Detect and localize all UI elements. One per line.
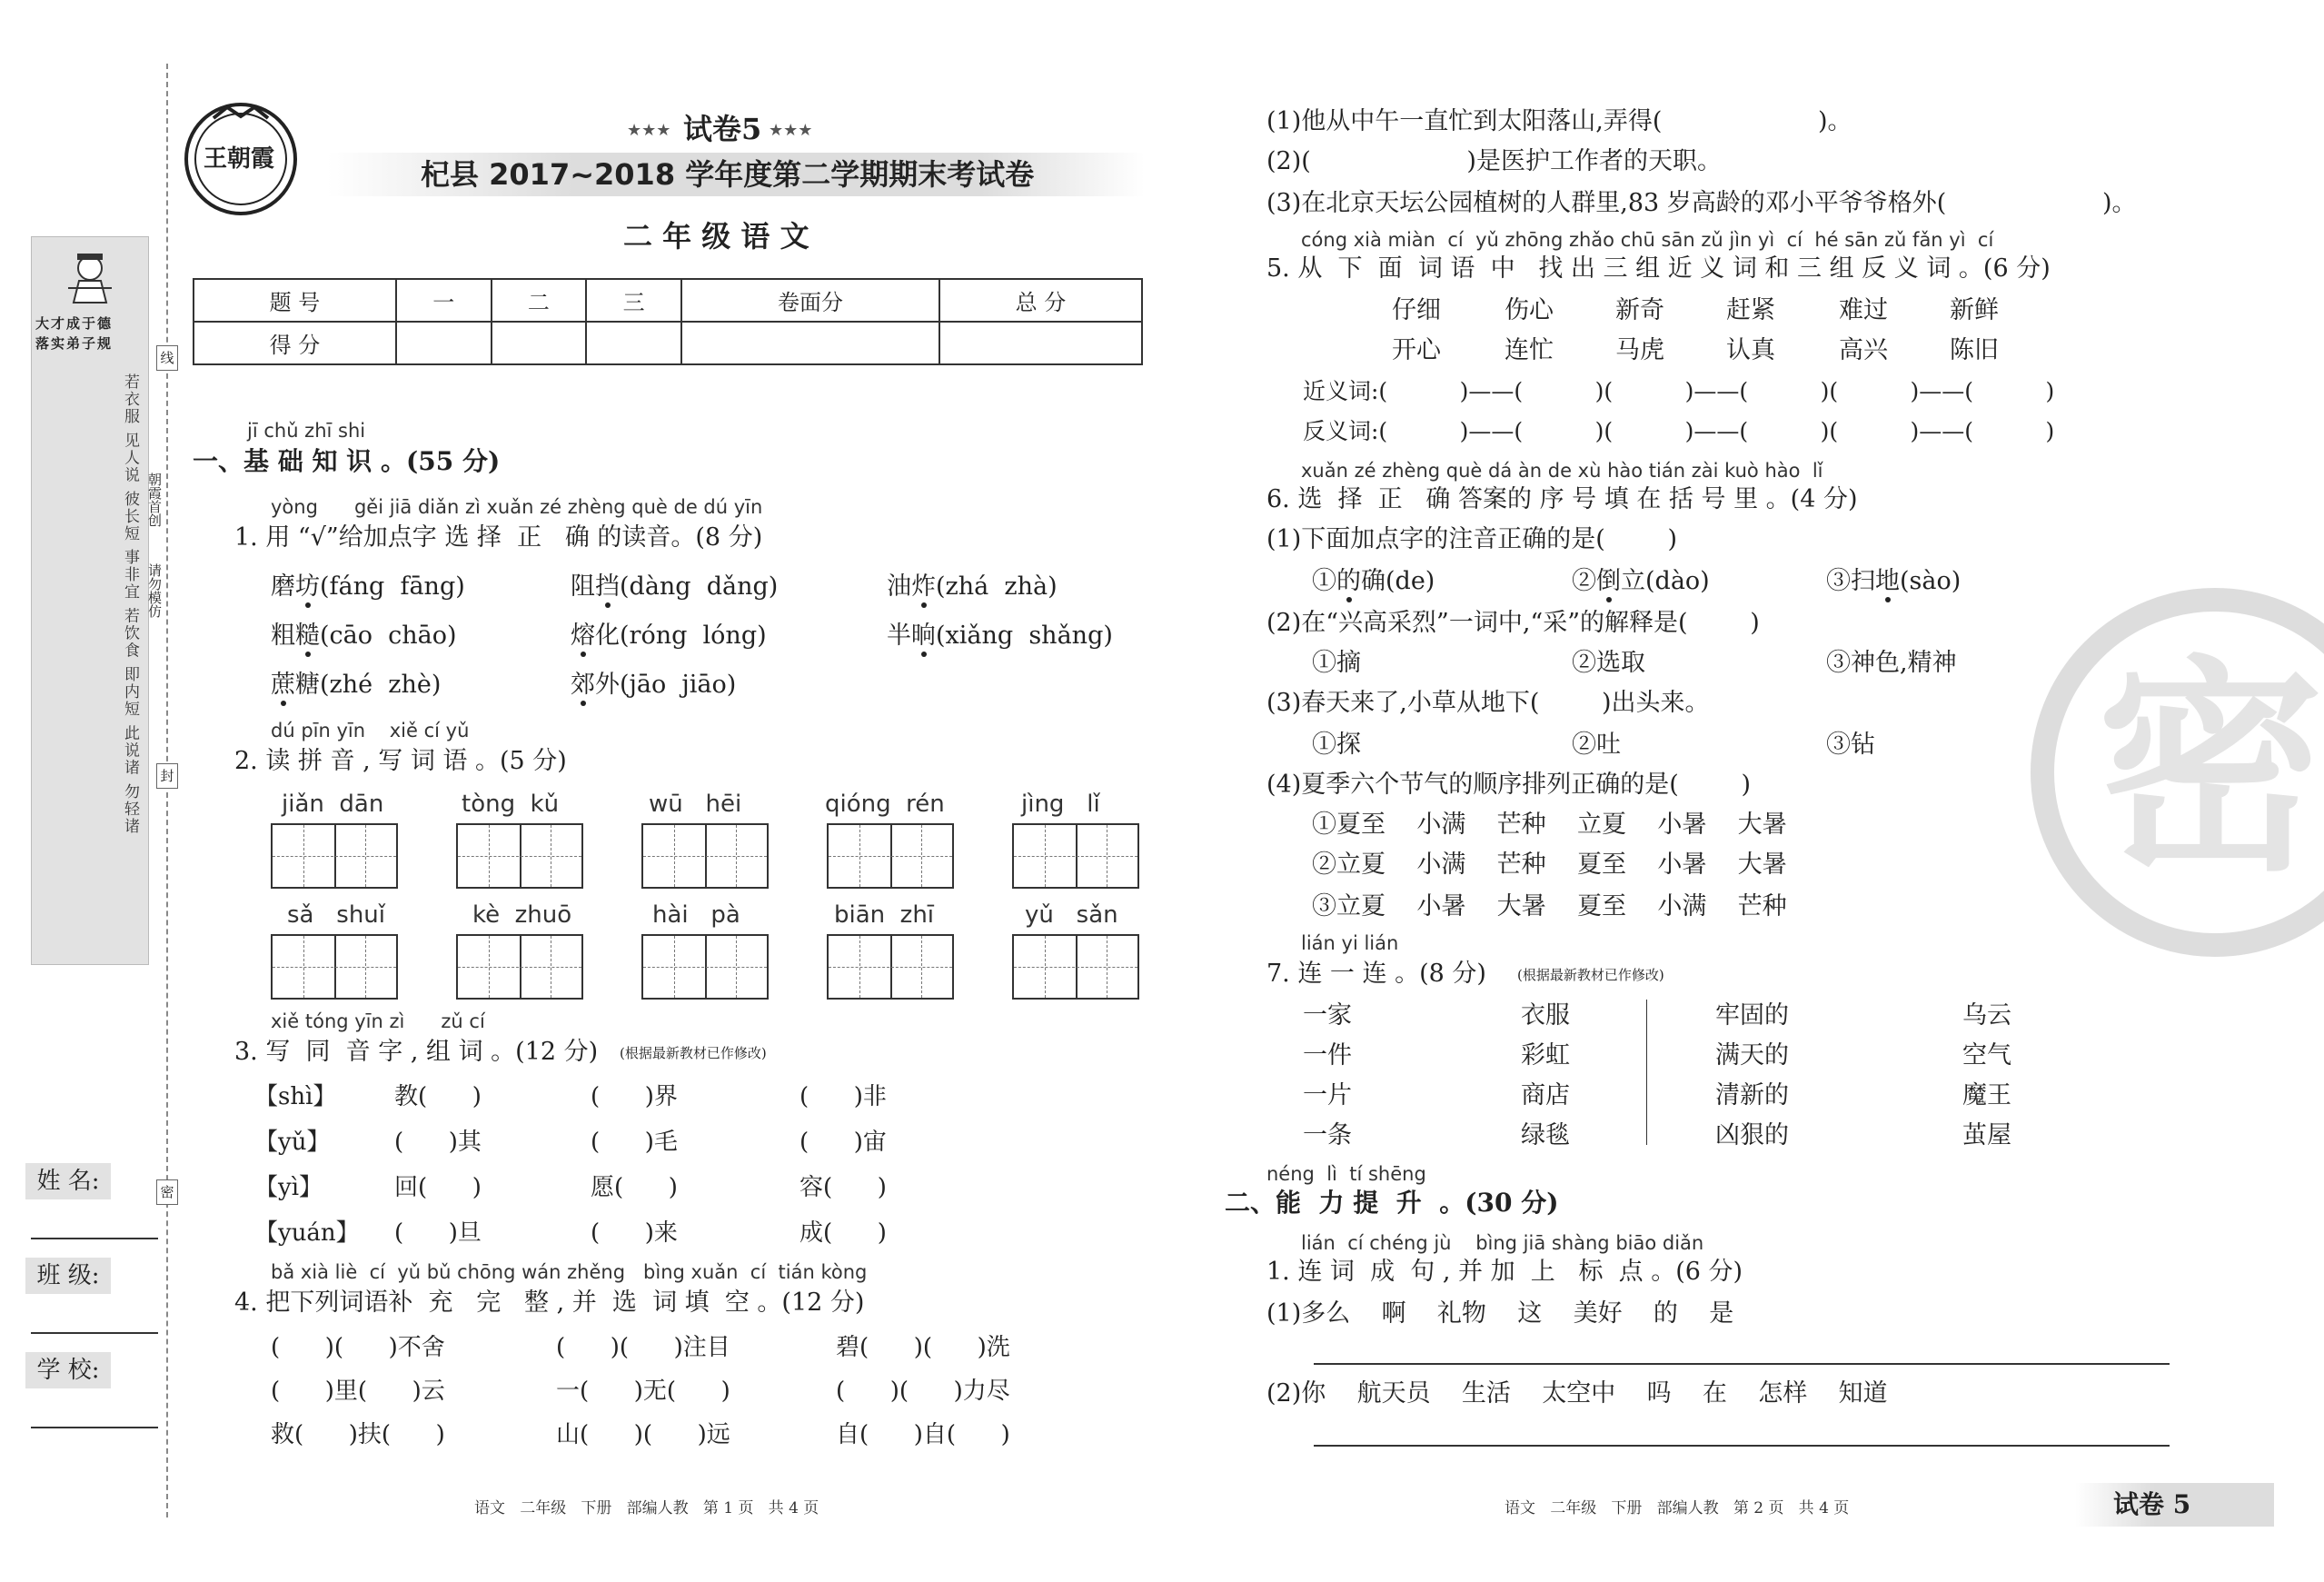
- q3-pinyin-label: 【shì】: [254, 1083, 337, 1110]
- fill-sentence[interactable]: (2)( )是医护工作者的天职。: [1266, 147, 1722, 175]
- q5-word: 难过: [1839, 296, 1888, 324]
- name-field[interactable]: [31, 1238, 158, 1239]
- match-item[interactable]: 一条: [1303, 1121, 1352, 1149]
- match-item[interactable]: 满天的: [1715, 1041, 1789, 1070]
- q3-blank[interactable]: ( )宙: [799, 1129, 887, 1156]
- writing-grid[interactable]: [641, 823, 769, 889]
- writing-grid[interactable]: [827, 934, 954, 1000]
- exam-series: 试卷5: [683, 112, 762, 146]
- match-item[interactable]: 彩虹: [1521, 1041, 1570, 1070]
- sidebar-motto-top: 大才成于德: [35, 315, 114, 332]
- q6-option[interactable]: ①夏至 小满 芒种 立夏 小暑 大暑: [1312, 811, 1787, 839]
- cut-mark-seal: 封: [156, 763, 178, 789]
- writing-grid[interactable]: [1012, 823, 1139, 889]
- q3-title: 3. 写 同 音 字 , 组 词 。(12 分): [234, 1038, 599, 1066]
- q1-item: 蔗糖(zhé zhè): [271, 671, 442, 699]
- part2-title: 二、能 力 提 升 。(30 分): [1225, 1188, 1559, 1218]
- side-note-2: 请勿模仿: [146, 563, 163, 618]
- logo: [182, 100, 300, 218]
- score-table: [193, 278, 1143, 365]
- q6-option[interactable]: ③神色,精神: [1826, 649, 1957, 677]
- q5-word: 伤心: [1505, 296, 1554, 324]
- q6-stem[interactable]: (4)夏季六个节气的顺序排列正确的是( ): [1266, 771, 1751, 799]
- writing-grid[interactable]: [271, 823, 398, 889]
- antonym-row[interactable]: 反义词:( )——( )( )——( )( )——( ): [1303, 418, 2055, 444]
- q2-title: 2. 读 拼 音 , 写 词 语 。(5 分): [234, 747, 567, 775]
- fill-sentence[interactable]: (3)在北京天坛公园植树的人群里,83 岁高龄的邓小平爷爷格外( )。: [1266, 189, 2137, 217]
- q2-pinyin: dú pīn yīn xiě cí yǔ: [271, 720, 470, 741]
- corner-badge-text: 试卷 5: [2113, 1489, 2191, 1519]
- match-item[interactable]: 衣服: [1521, 1001, 1570, 1030]
- q3-blank[interactable]: ( )其: [394, 1129, 482, 1156]
- q6-option[interactable]: ①摘: [1312, 649, 1361, 677]
- q3-pinyin-label: 【yǔ】: [254, 1129, 331, 1156]
- q3-blank[interactable]: 愿( ): [591, 1174, 678, 1201]
- q6-option[interactable]: ③立夏 小暑 大暑 夏至 小满 芒种: [1312, 892, 1787, 920]
- q4-blank[interactable]: ( )( )注目: [556, 1334, 730, 1361]
- match-item[interactable]: 清新的: [1715, 1081, 1789, 1109]
- school-label: 学 校:: [25, 1352, 111, 1388]
- q3-blank[interactable]: ( )非: [799, 1083, 887, 1110]
- verse: 事非宜: [121, 549, 139, 602]
- q3-blank[interactable]: 教( ): [394, 1083, 482, 1110]
- q6-pinyin: xuǎn zé zhèng què dá àn de xù hào tián zài kuò hào lǐ: [1301, 460, 1823, 482]
- score-header-cell: 二: [492, 279, 587, 322]
- q3-note: (根据最新教材已作修改): [620, 1045, 767, 1061]
- p2q1-title: 1. 连 词 成 句 , 并 加 上 标 点 。(6 分): [1266, 1258, 1743, 1286]
- q2-pinyin-cell: kè zhuō: [472, 901, 572, 929]
- q2-pinyin-cell: biān zhī: [834, 901, 935, 929]
- q7-note: (根据最新教材已作修改): [1517, 967, 1664, 983]
- q4-blank[interactable]: 自( )自( ): [836, 1421, 1010, 1448]
- q2-pinyin-cell: jìng lǐ: [1021, 791, 1100, 818]
- q5-word: 仔细: [1392, 296, 1441, 324]
- score-row-label: 得 分: [194, 322, 396, 364]
- q5-word: 赶紧: [1726, 296, 1775, 324]
- q3-blank[interactable]: ( )毛: [591, 1129, 678, 1156]
- q5-word: 高兴: [1839, 336, 1888, 364]
- secret-seal-watermark: [2024, 582, 2324, 963]
- score-value-row: [194, 322, 1142, 364]
- match-item[interactable]: 一件: [1303, 1041, 1352, 1070]
- q2-pinyin-cell: tòng kǔ: [462, 791, 560, 818]
- q3-blank[interactable]: ( )界: [591, 1083, 678, 1110]
- q3-pinyin-label: 【yuán】: [254, 1219, 360, 1247]
- match-item[interactable]: 牢固的: [1715, 1001, 1789, 1030]
- writing-grid[interactable]: [827, 823, 954, 889]
- verse: 若饮食: [121, 607, 139, 660]
- q6-option[interactable]: ③钻: [1826, 731, 1875, 759]
- q5-pinyin: cóng xià miàn cí yǔ zhōng zhǎo chū sān zǔ jìn yì cí hé sān zǔ fǎn yì cí: [1301, 229, 1994, 251]
- writing-grid[interactable]: [1012, 934, 1139, 1000]
- verse: 见人说: [121, 432, 139, 484]
- sidebar-panel: [31, 236, 149, 965]
- q5-word: 马虎: [1615, 336, 1664, 364]
- q4-blank[interactable]: ( )( )不舍: [271, 1334, 445, 1361]
- sidebar-verses: [41, 373, 139, 955]
- part2-pinyin: néng lì tí shēng: [1266, 1163, 1426, 1185]
- score-cell[interactable]: [396, 322, 492, 364]
- q6-stem[interactable]: (3)春天来了,小草从地下( )出头来。: [1266, 689, 1710, 717]
- verse: 此说诸: [121, 724, 139, 777]
- writing-grid[interactable]: [456, 823, 583, 889]
- cut-mark-line: 线: [156, 345, 178, 371]
- q1-item: 半晌(xiǎng shǎng): [887, 622, 1113, 650]
- answer-line[interactable]: [1314, 1363, 2170, 1365]
- answer-line[interactable]: [1314, 1445, 2170, 1447]
- score-header-row: [194, 279, 1142, 322]
- match-item[interactable]: 魔王: [1962, 1081, 2011, 1109]
- q2-pinyin-cell: qióng rén: [825, 791, 945, 818]
- match-item[interactable]: 商店: [1521, 1081, 1570, 1109]
- part1-pinyin: jī chǔ zhī shi: [247, 420, 366, 442]
- match-item[interactable]: 茧屋: [1962, 1121, 2011, 1149]
- q7-title: 7. 连 一 连 。(8 分): [1266, 960, 1486, 988]
- writing-grid[interactable]: [456, 934, 583, 1000]
- score-header-cell: 总 分: [939, 279, 1142, 322]
- q1-item: 油炸(zhá zhà): [887, 572, 1058, 601]
- q4-blank[interactable]: ( )( )力尽: [836, 1378, 1010, 1405]
- part1-title: 一、基 础 知 识 。(55 分): [193, 446, 501, 476]
- cut-line: [166, 64, 168, 1517]
- q4-blank[interactable]: 一( )无( ): [556, 1378, 730, 1405]
- q5-word: 新鲜: [1950, 296, 1999, 324]
- q1-item: 郊外(jāo jiāo): [571, 671, 737, 699]
- q6-option[interactable]: ②立夏 小满 芒种 夏至 小暑 大暑: [1312, 851, 1787, 879]
- q2-pinyin-cell: hài pà: [652, 901, 740, 929]
- p2q1-words: (2)你 航天员 生活 太空中 吗 在 怎样 知道: [1266, 1379, 1888, 1408]
- score-header-cell: 题 号: [194, 279, 396, 322]
- watermark-text: 密: [2097, 634, 2324, 901]
- logo-text: 王朝霞: [204, 145, 275, 173]
- writing-grid[interactable]: [271, 934, 398, 1000]
- q6-stem[interactable]: (1)下面加点字的注音正确的是( ): [1266, 525, 1677, 553]
- q6-option[interactable]: ③扫地(sào): [1826, 567, 1961, 595]
- side-note-1: 朝霞首创: [146, 473, 163, 527]
- q5-word: 认真: [1726, 336, 1775, 364]
- sidebar-motto-bottom: 落实弟子规: [35, 335, 114, 352]
- p2q1-pinyin: lián cí chéng jù bìng jiā shàng biāo diǎn: [1301, 1232, 1704, 1254]
- synonym-row[interactable]: 近义词:( )——( )( )——( )( )——( ): [1303, 378, 2055, 404]
- q3-blank[interactable]: 成( ): [799, 1219, 887, 1247]
- q3-blank[interactable]: ( )来: [591, 1219, 678, 1247]
- score-header-cell: 卷面分: [681, 279, 939, 322]
- footer-right: 语文 二年级 下册 部编人教 第 2 页 共 4 页: [1505, 1499, 1850, 1517]
- fill-sentence[interactable]: (1)他从中午一直忙到太阳落山,弄得( )。: [1266, 107, 1852, 135]
- school-field[interactable]: [31, 1427, 158, 1428]
- cut-mark-secret: 密: [156, 1179, 178, 1205]
- q7-divider: [1646, 1000, 1647, 1145]
- writing-grid[interactable]: [641, 934, 769, 1000]
- q3-blank[interactable]: 容( ): [799, 1174, 887, 1201]
- q2-pinyin-cell: yǔ sǎn: [1025, 901, 1118, 929]
- q5-word: 连忙: [1505, 336, 1554, 364]
- q1-item: 熔化(róng lóng): [571, 622, 767, 650]
- match-item[interactable]: 一片: [1303, 1081, 1352, 1109]
- q5-word: 新奇: [1615, 296, 1664, 324]
- match-item[interactable]: 乌云: [1962, 1001, 2011, 1030]
- verse: 彼长短: [121, 490, 139, 542]
- match-item[interactable]: 凶狠的: [1715, 1121, 1789, 1149]
- footer-left: 语文 二年级 下册 部编人教 第 1 页 共 4 页: [474, 1499, 819, 1517]
- stars-left: ★★★: [627, 121, 671, 140]
- subject-title: 二 年 级 语 文: [623, 219, 809, 254]
- class-field[interactable]: [31, 1332, 158, 1334]
- verse: 若衣服: [121, 373, 139, 425]
- stars-right: ★★★: [769, 121, 813, 140]
- q6-option[interactable]: ②倒立(dào): [1572, 567, 1710, 595]
- q6-option[interactable]: ①的确(de): [1312, 567, 1435, 595]
- q5-word: 陈旧: [1950, 336, 1999, 364]
- q7-pinyin: lián yi lián: [1301, 932, 1399, 954]
- q3-pinyin-label: 【yì】: [254, 1174, 323, 1201]
- q1-title: 1. 用 “√”给加点字 选 择 正 确 的读音。(8 分): [234, 523, 763, 552]
- q6-stem[interactable]: (2)在“兴高采烈”一词中,“采”的解释是( ): [1266, 609, 1760, 637]
- match-item[interactable]: 空气: [1962, 1041, 2011, 1070]
- score-cell[interactable]: [492, 322, 587, 364]
- p2q1-words: (1)多么 啊 礼物 这 美好 的 是: [1266, 1299, 1734, 1328]
- q6-option[interactable]: ②选取: [1572, 649, 1645, 677]
- match-item[interactable]: 绿毯: [1521, 1121, 1570, 1149]
- q2-pinyin-cell: jiǎn dān: [282, 791, 384, 818]
- score-cell[interactable]: [939, 322, 1142, 364]
- score-header-cell: 一: [396, 279, 492, 322]
- q1-item: 粗糙(cāo chāo): [271, 622, 457, 650]
- q2-pinyin-cell: wū hēi: [649, 791, 742, 818]
- score-header-cell: 三: [586, 279, 681, 322]
- q2-pinyin-cell: sǎ shuǐ: [287, 901, 385, 929]
- name-label: 姓 名:: [25, 1163, 111, 1199]
- q4-blank[interactable]: 救( )扶( ): [271, 1421, 445, 1448]
- q6-title: 6. 选 择 正 确 答案的 序 号 填 在 括 号 里 。(4 分): [1266, 485, 1858, 513]
- q4-blank[interactable]: 山( )( )远: [556, 1421, 730, 1448]
- q4-pinyin: bǎ xià liè cí yǔ bǔ chōng wán zhěng bìng xuǎn cí tián kòng: [271, 1261, 868, 1283]
- q4-blank[interactable]: ( )里( )云: [271, 1378, 445, 1405]
- q3-blank[interactable]: ( )旦: [394, 1219, 482, 1247]
- q4-blank[interactable]: 碧( )( )洗: [836, 1334, 1010, 1361]
- match-item[interactable]: 一家: [1303, 1001, 1352, 1030]
- score-cell[interactable]: [681, 322, 939, 364]
- q6-option[interactable]: ①探: [1312, 731, 1361, 759]
- q5-word: 开心: [1392, 336, 1441, 364]
- verse: 即内短: [121, 666, 139, 719]
- q1-item: 阻挡(dàng dǎng): [571, 572, 779, 601]
- q3-blank[interactable]: 回( ): [394, 1174, 482, 1201]
- q6-option[interactable]: ②吐: [1572, 731, 1621, 759]
- score-cell[interactable]: [586, 322, 681, 364]
- q1-pinyin: yòng gěi jiā diǎn zì xuǎn zé zhèng què de dú yīn: [271, 496, 763, 518]
- q4-title: 4. 把下列词语补 充 完 整 , 并 选 词 填 空 。(12 分): [234, 1288, 865, 1317]
- class-label: 班 级:: [25, 1258, 111, 1294]
- q3-pinyin: xiě tóng yīn zì zǔ cí: [271, 1010, 485, 1032]
- scholar-figure-icon: [66, 250, 114, 304]
- verse: 勿轻诸: [121, 782, 139, 835]
- q5-title: 5. 从 下 面 词 语 中 找 出 三 组 近 义 词 和 三 组 反 义 词 。(6 分): [1266, 254, 2051, 283]
- exam-title: 杞县 2017~2018 学年度第二学期期末考试卷: [421, 157, 1035, 192]
- q1-item: 磨坊(fáng fāng): [271, 572, 465, 601]
